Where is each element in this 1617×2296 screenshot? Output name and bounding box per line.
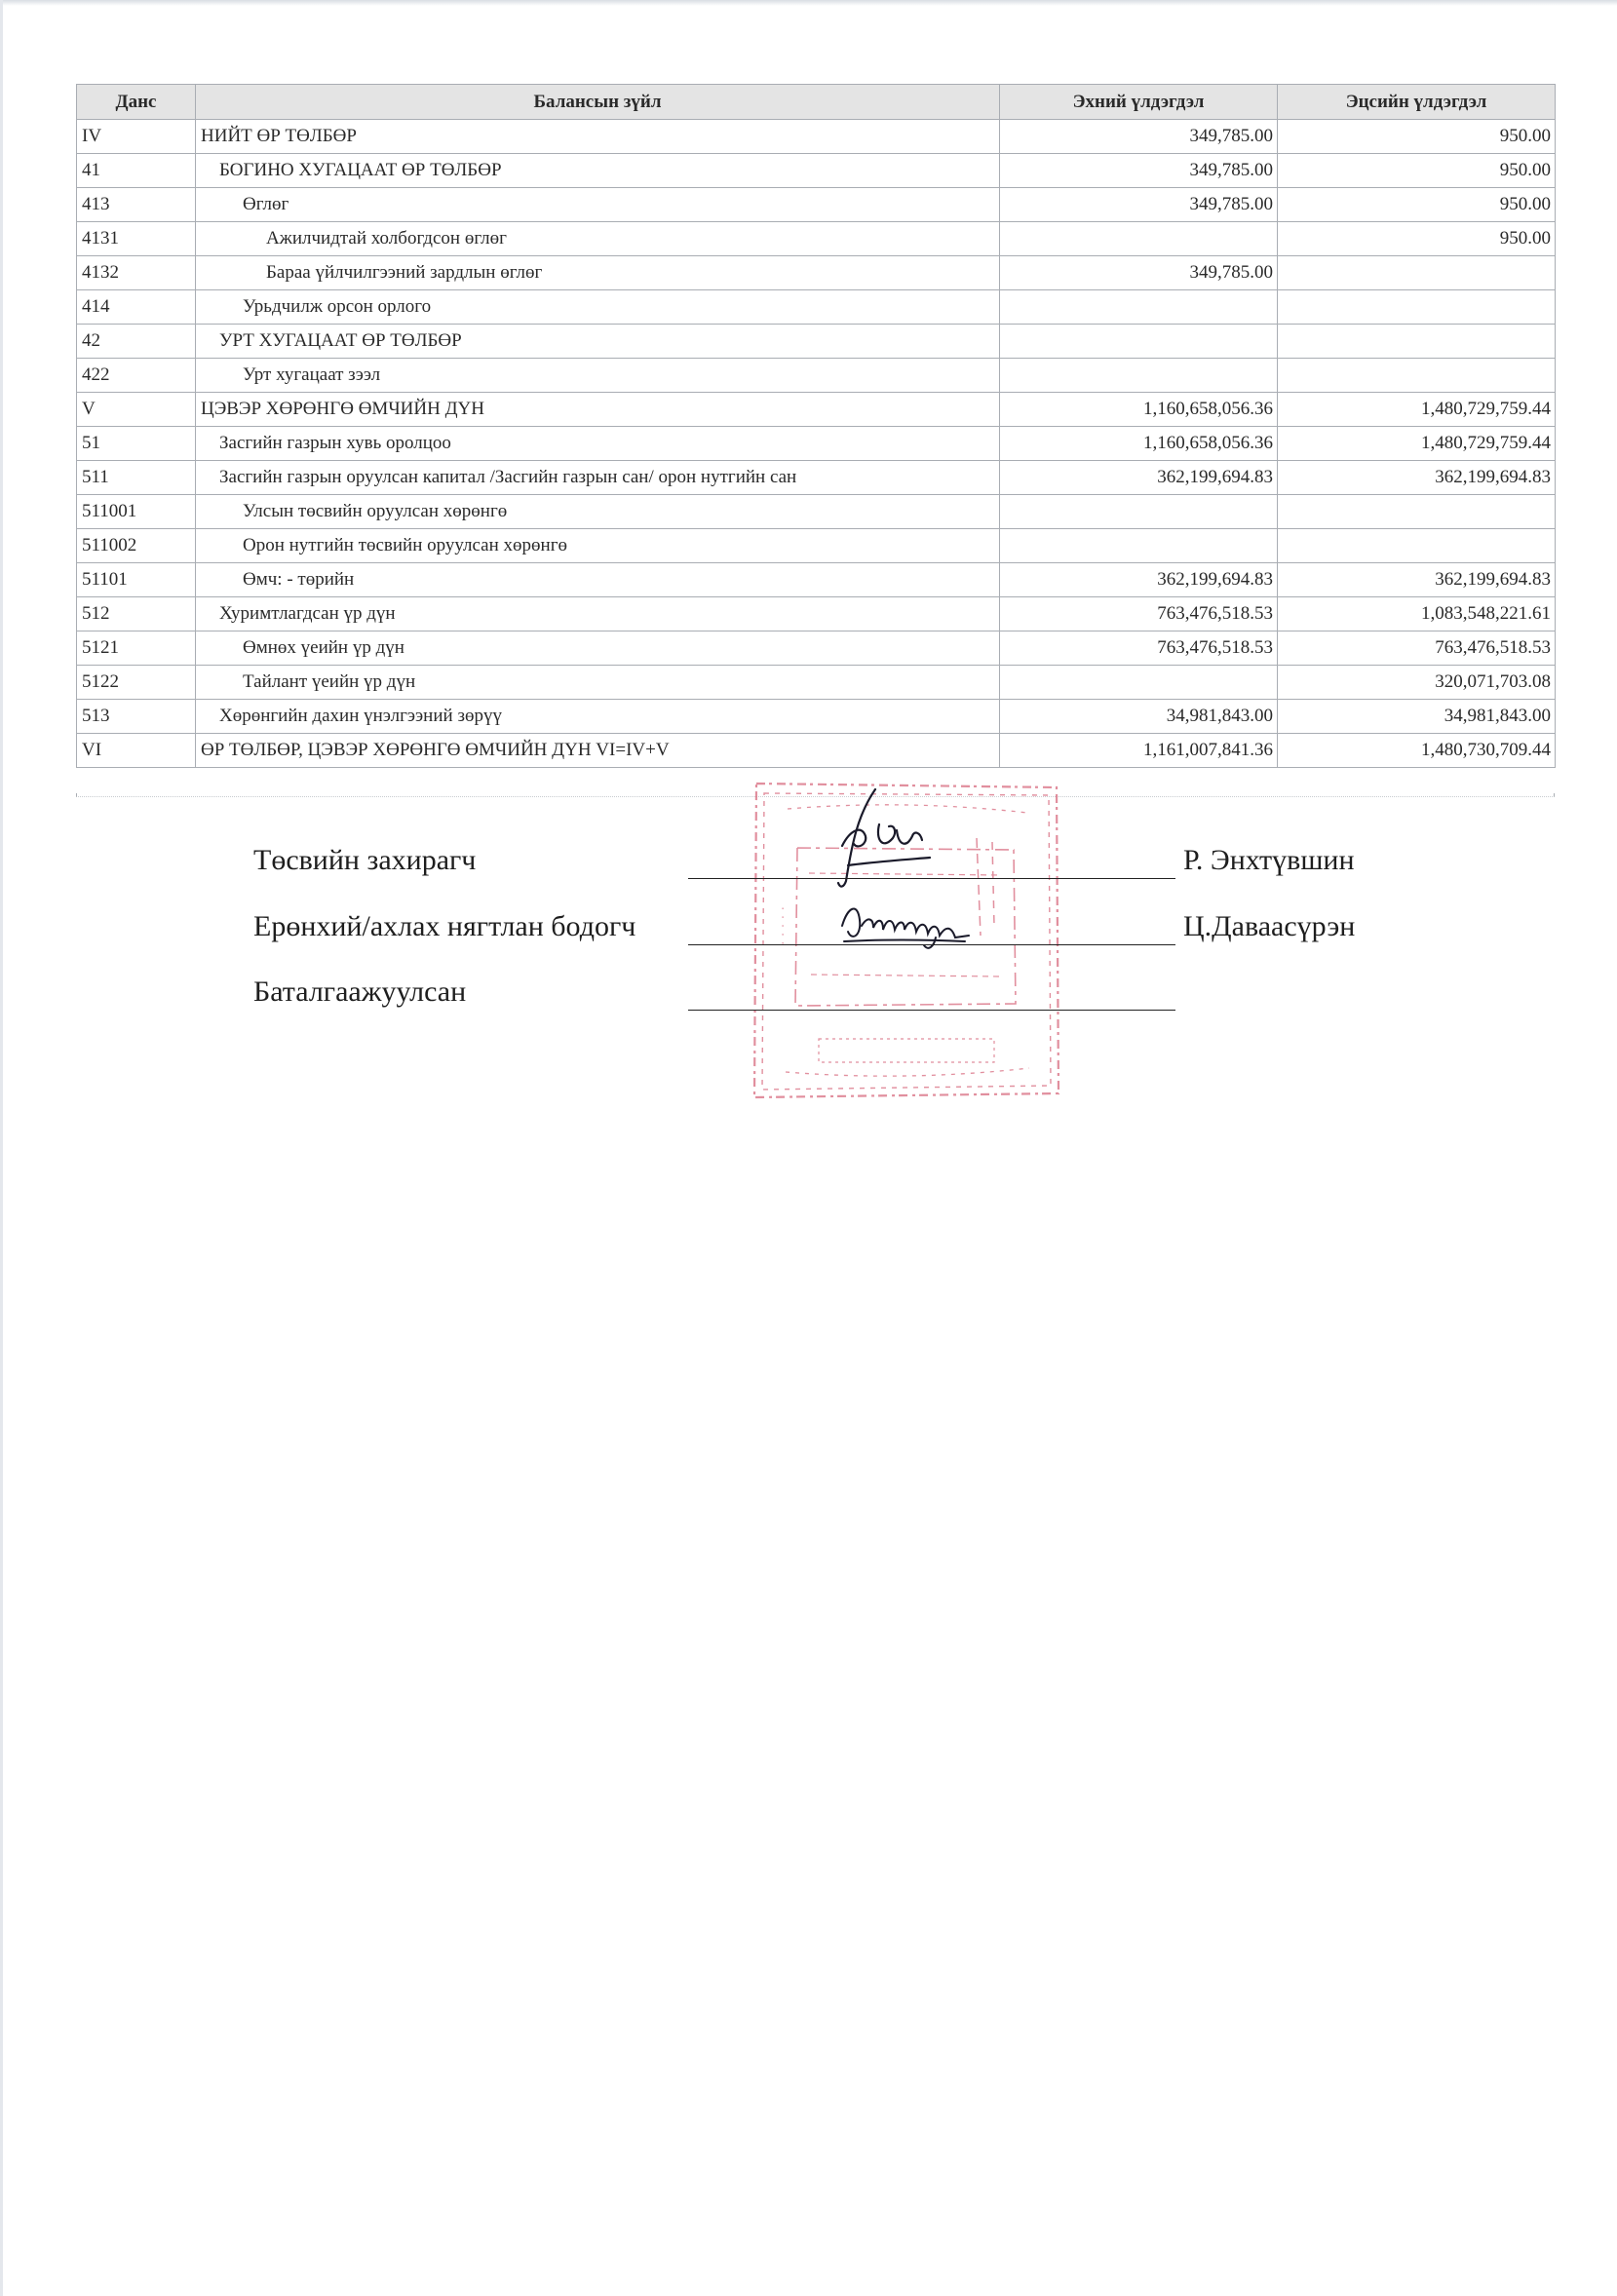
cell-account-code: 511 — [77, 461, 196, 495]
header-item: Балансын зүйл — [196, 85, 1000, 120]
table-row — [77, 256, 1556, 290]
cell-opening-balance: 34,981,843.00 — [1000, 700, 1278, 734]
cell-closing-balance: 1,480,729,759.44 — [1278, 427, 1556, 461]
header-opening-balance: Эхний үлдэгдэл — [1000, 85, 1278, 120]
table-row — [77, 393, 1556, 427]
table-header-row — [77, 85, 1556, 120]
cell-account-code: V — [77, 393, 196, 427]
cell-opening-balance: 763,476,518.53 — [1000, 597, 1278, 631]
cell-balance-item: Өмнөх үеийн үр дүн — [196, 631, 1000, 666]
cell-account-code: 42 — [77, 325, 196, 359]
signature-line — [688, 878, 1175, 879]
table-row — [77, 359, 1556, 393]
cell-balance-item: Засгийн газрын хувь оролцоо — [196, 427, 1000, 461]
cell-balance-item: Урьдчилж орсон орлого — [196, 290, 1000, 325]
signature-row — [253, 840, 1423, 883]
table-row — [77, 734, 1556, 768]
cell-account-code: 4131 — [77, 222, 196, 256]
cell-opening-balance — [1000, 666, 1278, 700]
signature-row — [253, 906, 1423, 949]
signatory-name: Ц.Даваасүрэн — [1183, 910, 1356, 942]
cell-closing-balance: 950.00 — [1278, 222, 1556, 256]
page-left-edge — [0, 0, 3, 2296]
table-row — [77, 325, 1556, 359]
cell-opening-balance: 362,199,694.83 — [1000, 563, 1278, 597]
cell-closing-balance — [1278, 529, 1556, 563]
cell-balance-item: Өмч: - төрийн — [196, 563, 1000, 597]
cell-balance-item: Бараа үйлчилгээний зардлын өглөг — [196, 256, 1000, 290]
cell-balance-item: ЦЭВЭР ХӨРӨНГӨ ӨМЧИЙН ДҮН — [196, 393, 1000, 427]
cell-opening-balance: 349,785.00 — [1000, 120, 1278, 154]
balance-table — [76, 84, 1556, 768]
cell-balance-item: Орон нутгийн төсвийн оруулсан хөрөнгө — [196, 529, 1000, 563]
cell-closing-balance: 362,199,694.83 — [1278, 563, 1556, 597]
table-row — [77, 529, 1556, 563]
cell-account-code: 512 — [77, 597, 196, 631]
cell-account-code: 414 — [77, 290, 196, 325]
cell-account-code: IV — [77, 120, 196, 154]
table-body — [77, 120, 1556, 768]
signature-row — [253, 972, 1423, 1014]
cell-account-code: 511001 — [77, 495, 196, 529]
cell-account-code: 41 — [77, 154, 196, 188]
cell-account-code: 4132 — [77, 256, 196, 290]
cell-closing-balance: 1,083,548,221.61 — [1278, 597, 1556, 631]
cell-opening-balance: 1,161,007,841.36 — [1000, 734, 1278, 768]
cell-closing-balance — [1278, 495, 1556, 529]
cell-opening-balance: 349,785.00 — [1000, 256, 1278, 290]
cell-balance-item: Засгийн газрын оруулсан капитал /Засгийн газрын сан/ орон нутгийн сан — [196, 461, 1000, 495]
signature-title: Ерөнхий/ахлах нягтлан бодогч — [253, 910, 636, 942]
cell-account-code: 513 — [77, 700, 196, 734]
cell-closing-balance: 320,071,703.08 — [1278, 666, 1556, 700]
cell-opening-balance: 362,199,694.83 — [1000, 461, 1278, 495]
cell-closing-balance: 950.00 — [1278, 154, 1556, 188]
signature-line — [688, 1010, 1175, 1011]
cell-opening-balance: 349,785.00 — [1000, 188, 1278, 222]
cell-opening-balance: 763,476,518.53 — [1000, 631, 1278, 666]
cell-balance-item: ӨР ТӨЛБӨР, ЦЭВЭР ХӨРӨНГӨ ӨМЧИЙН ДҮН VI=IV+V — [196, 734, 1000, 768]
cell-opening-balance — [1000, 290, 1278, 325]
table-row — [77, 461, 1556, 495]
table-row — [77, 597, 1556, 631]
table-row — [77, 120, 1556, 154]
table-row — [77, 427, 1556, 461]
cell-balance-item: Ажилчидтай холбогдсон өглөг — [196, 222, 1000, 256]
cell-opening-balance: 1,160,658,056.36 — [1000, 427, 1278, 461]
cell-closing-balance — [1278, 290, 1556, 325]
cell-balance-item: НИЙТ ӨР ТӨЛБӨР — [196, 120, 1000, 154]
cell-opening-balance — [1000, 495, 1278, 529]
cell-balance-item: БОГИНО ХУГАЦААТ ӨР ТӨЛБӨР — [196, 154, 1000, 188]
cell-closing-balance — [1278, 325, 1556, 359]
cell-balance-item: Өглөг — [196, 188, 1000, 222]
cell-balance-item: Хуримтлагдсан үр дүн — [196, 597, 1000, 631]
header-closing-balance: Эцсийн үлдэгдэл — [1278, 85, 1556, 120]
cell-closing-balance: 1,480,729,759.44 — [1278, 393, 1556, 427]
svg-text:. . . . .: . . . . . — [771, 905, 788, 945]
table-row — [77, 290, 1556, 325]
header-code: Данс — [77, 85, 196, 120]
cell-opening-balance — [1000, 325, 1278, 359]
cell-closing-balance: 950.00 — [1278, 188, 1556, 222]
page-top-edge — [0, 0, 1617, 6]
table-row — [77, 188, 1556, 222]
cell-closing-balance: 1,480,730,709.44 — [1278, 734, 1556, 768]
signature-title: Төсвийн захирагч — [253, 844, 477, 876]
cell-opening-balance — [1000, 222, 1278, 256]
signature-title: Баталгаажуулсан — [253, 976, 467, 1008]
cell-closing-balance — [1278, 359, 1556, 393]
table-row — [77, 563, 1556, 597]
table-row — [77, 700, 1556, 734]
cell-account-code: 51 — [77, 427, 196, 461]
table-row — [77, 222, 1556, 256]
cell-account-code: 511002 — [77, 529, 196, 563]
cell-account-code: 422 — [77, 359, 196, 393]
cell-closing-balance — [1278, 256, 1556, 290]
cell-balance-item: УРТ ХУГАЦААТ ӨР ТӨЛБӨР — [196, 325, 1000, 359]
cell-account-code: VI — [77, 734, 196, 768]
cell-balance-item: Улсын төсвийн оруулсан хөрөнгө — [196, 495, 1000, 529]
signature-line — [688, 944, 1175, 945]
table-row — [77, 631, 1556, 666]
cell-closing-balance: 950.00 — [1278, 120, 1556, 154]
cell-account-code: 5122 — [77, 666, 196, 700]
table-row — [77, 666, 1556, 700]
cell-balance-item: Тайлант үеийн үр дүн — [196, 666, 1000, 700]
cell-closing-balance: 34,981,843.00 — [1278, 700, 1556, 734]
table-row — [77, 154, 1556, 188]
cell-account-code: 5121 — [77, 631, 196, 666]
cell-opening-balance: 349,785.00 — [1000, 154, 1278, 188]
cell-closing-balance: 763,476,518.53 — [1278, 631, 1556, 666]
signatory-name: Р. Энхтүвшин — [1183, 844, 1355, 876]
cell-opening-balance: 1,160,658,056.36 — [1000, 393, 1278, 427]
table-row — [77, 495, 1556, 529]
cell-opening-balance — [1000, 359, 1278, 393]
cell-closing-balance: 362,199,694.83 — [1278, 461, 1556, 495]
cell-balance-item: Хөрөнгийн дахин үнэлгээний зөрүү — [196, 700, 1000, 734]
cell-opening-balance — [1000, 529, 1278, 563]
cell-account-code: 413 — [77, 188, 196, 222]
cell-account-code: 51101 — [77, 563, 196, 597]
cell-balance-item: Урт хугацаат зээл — [196, 359, 1000, 393]
